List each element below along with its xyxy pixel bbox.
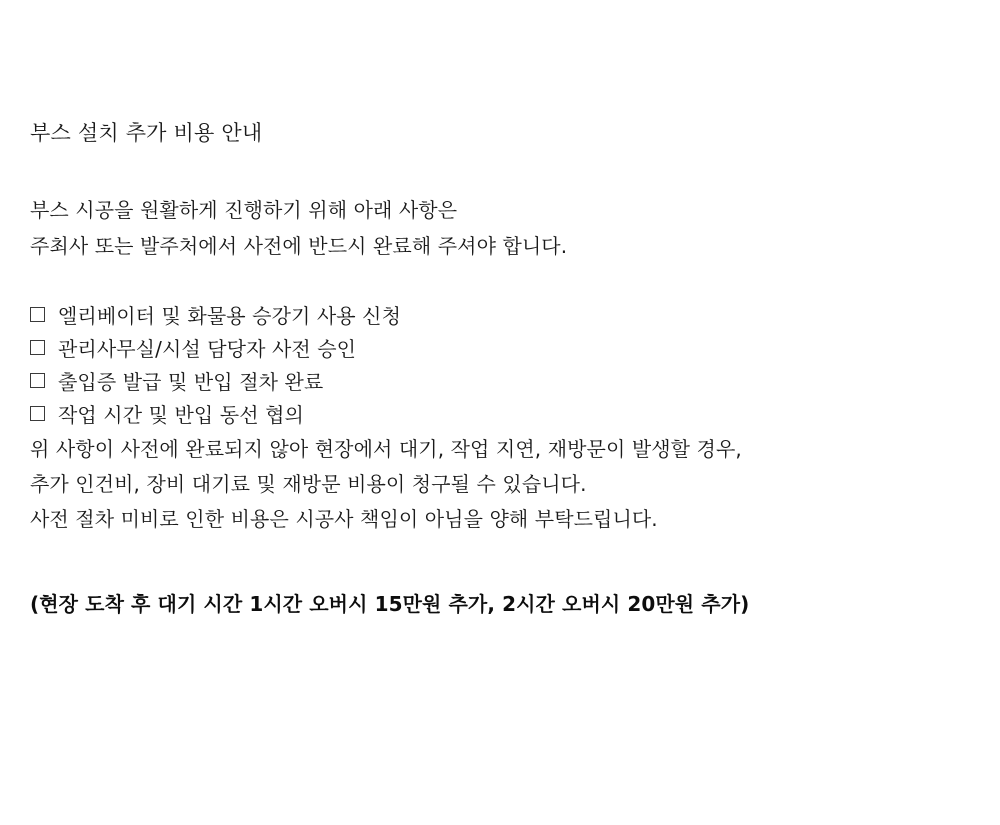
list-item-label: 작업 시간 및 반입 동선 협의 [58, 403, 304, 427]
list-item-label: 관리사무실/시설 담당자 사전 승인 [58, 337, 357, 361]
checkbox-empty-icon [30, 307, 45, 322]
page-title: 부스 설치 추가 비용 안내 [30, 121, 263, 145]
checkbox-empty-icon [30, 340, 45, 355]
notice-line-2: 추가 인건비, 장비 대기료 및 재방문 비용이 청구될 수 있습니다. [30, 472, 587, 496]
checkbox-empty-icon [30, 406, 45, 421]
requirements-checklist [30, 300, 1000, 432]
intro-line-2: 주최사 또는 발주처에서 사전에 반드시 완료해 주셔야 합니다. [30, 234, 568, 258]
intro-paragraph [30, 192, 1000, 264]
list-item [30, 399, 1000, 432]
list-item-label: 출입증 발급 및 반입 절차 완료 [58, 370, 324, 394]
notice-line-1: 위 사항이 사전에 완료되지 않아 현장에서 대기, 작업 지연, 재방문이 발생할 경우, [30, 437, 742, 461]
list-item [30, 300, 1000, 333]
intro-line-1: 부스 시공을 원활하게 진행하기 위해 아래 사항은 [30, 198, 458, 222]
notice-line-3: 사전 절차 미비로 인한 비용은 시공사 책임이 아님을 양해 부탁드립니다. [30, 507, 658, 531]
checkbox-empty-icon [30, 373, 45, 388]
notice-paragraph [30, 432, 1000, 537]
list-item [30, 333, 1000, 366]
list-item [30, 366, 1000, 399]
fee-note: (현장 도착 후 대기 시간 1시간 오버시 15만원 추가, 2시간 오버시 20만원 추가) [30, 592, 750, 616]
list-item-label: 엘리베이터 및 화물용 승강기 사용 신청 [58, 304, 402, 328]
